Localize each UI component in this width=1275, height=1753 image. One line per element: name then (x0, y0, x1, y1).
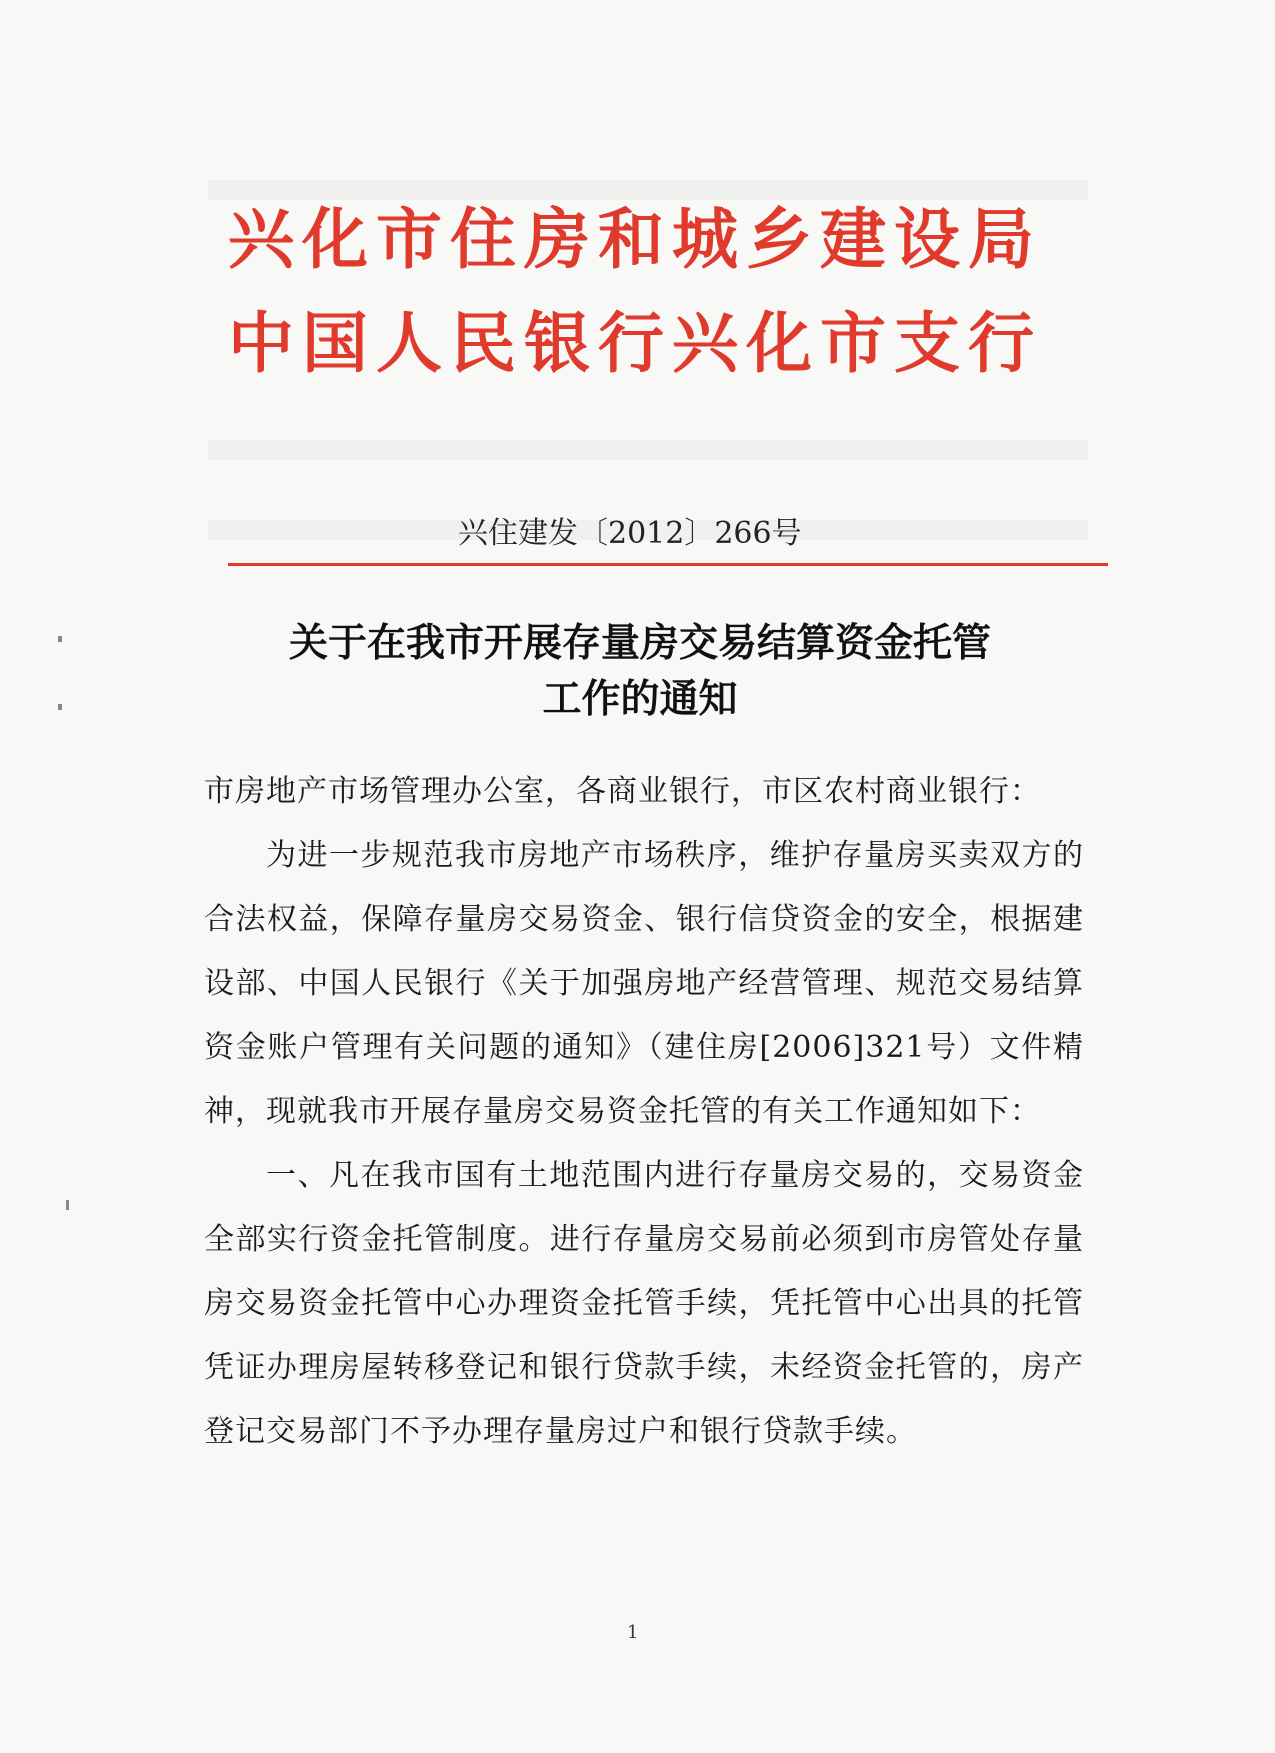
bleed-through-line (208, 440, 1088, 460)
scan-speck (66, 1200, 69, 1210)
paragraph-2: 一、凡在我市国有土地范围内进行存量房交易的，交易资金全部实行资金托管制度。进行存量房交易前必须到市房管处存量房交易资金托管中心办理资金托管手续，凭托管中心出具的托管凭证办理房屋转移登记和银行贷款手续，未经资金托管的，房产登记交易部门不予办理存量房过户和银行贷款手续。 (204, 1158, 1084, 1449)
document-number: 兴住建发〔2012〕266号 (458, 516, 802, 551)
page-number: 1 (627, 1622, 639, 1643)
issuer-line-2: 中国人民银行兴化市支行 (228, 304, 1042, 382)
red-separator-rule (228, 563, 1108, 566)
paragraph-1: 为进一步规范我市房地产市场秩序，维护存量房买卖双方的合法权益，保障存量房交易资金、银行信贷资金的安全，根据建设部、中国人民银行《关于加强房地产经营管理、规范交易结算资金账户管理有关问题的通知》（建住房[2006]321号）文件精神，现就我市开展存量房交易资金托管的有关工作通知如下： (204, 838, 1084, 1129)
document-title-line-2: 工作的通知 (542, 677, 738, 722)
document-body (204, 760, 1084, 1464)
document-title-line-1: 关于在我市开展存量房交易结算资金托管 (288, 621, 991, 666)
scan-speck (58, 636, 62, 642)
addressee: 市房地产市场管理办公室，各商业银行，市区农村商业银行： (204, 774, 1041, 809)
issuer-line-1: 兴化市住房和城乡建设局 (228, 200, 1042, 278)
scan-speck (58, 704, 62, 710)
bleed-through-line (208, 180, 1088, 200)
